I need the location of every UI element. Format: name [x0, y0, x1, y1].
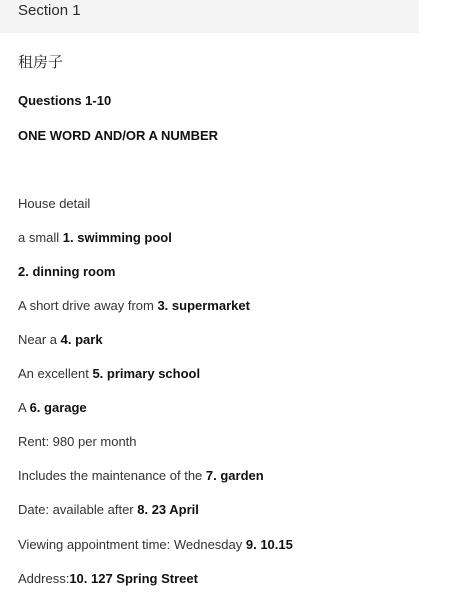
row-label: Address: [18, 570, 70, 586]
form-row [18, 366, 200, 382]
form-row [18, 400, 87, 416]
row-answer: 9. 10.15 [245, 536, 293, 552]
row-label: a small [18, 230, 63, 245]
form-row [18, 434, 137, 450]
section-label: Section 1 [18, 2, 81, 19]
row-label: A [18, 400, 30, 416]
form-heading: House detail [18, 196, 91, 211]
row-answer: 3. supermarket [157, 298, 250, 314]
form-row [18, 230, 172, 246]
form-row [18, 571, 198, 587]
row-label: Rent: 980 per month [18, 434, 137, 450]
row-label: Viewing appointment time: Wednesday [18, 536, 246, 552]
section-header [0, 0, 419, 33]
row-label: Near a [18, 332, 61, 348]
row-answer: 5. primary school [92, 366, 201, 382]
row-answer: 7. garden [205, 468, 264, 484]
row-answer: 6. garage [29, 400, 87, 416]
row-answer: 8. 23 April [137, 502, 199, 518]
form-row [18, 537, 293, 553]
form-row [18, 332, 103, 348]
row-answer: 1. swimming pool [62, 230, 172, 245]
row-label: Includes the maintenance of the [18, 468, 206, 484]
row-answer: 10. 127 Spring Street [69, 570, 198, 586]
row-answer: 2. dinning room [18, 264, 116, 280]
form-row [18, 502, 199, 518]
row-label: A short drive away from [18, 298, 158, 314]
row-answer: 4. park [60, 332, 103, 348]
questions-instruction: ONE WORD AND/OR A NUMBER [18, 128, 219, 143]
form-row [18, 468, 264, 484]
page-title: 租房子 [18, 53, 64, 71]
questions-range: Questions 1-10 [18, 93, 112, 108]
form-row [18, 264, 116, 280]
row-label: An excellent [18, 366, 93, 382]
row-label: Date: available after [18, 502, 138, 518]
form-row [18, 298, 250, 314]
